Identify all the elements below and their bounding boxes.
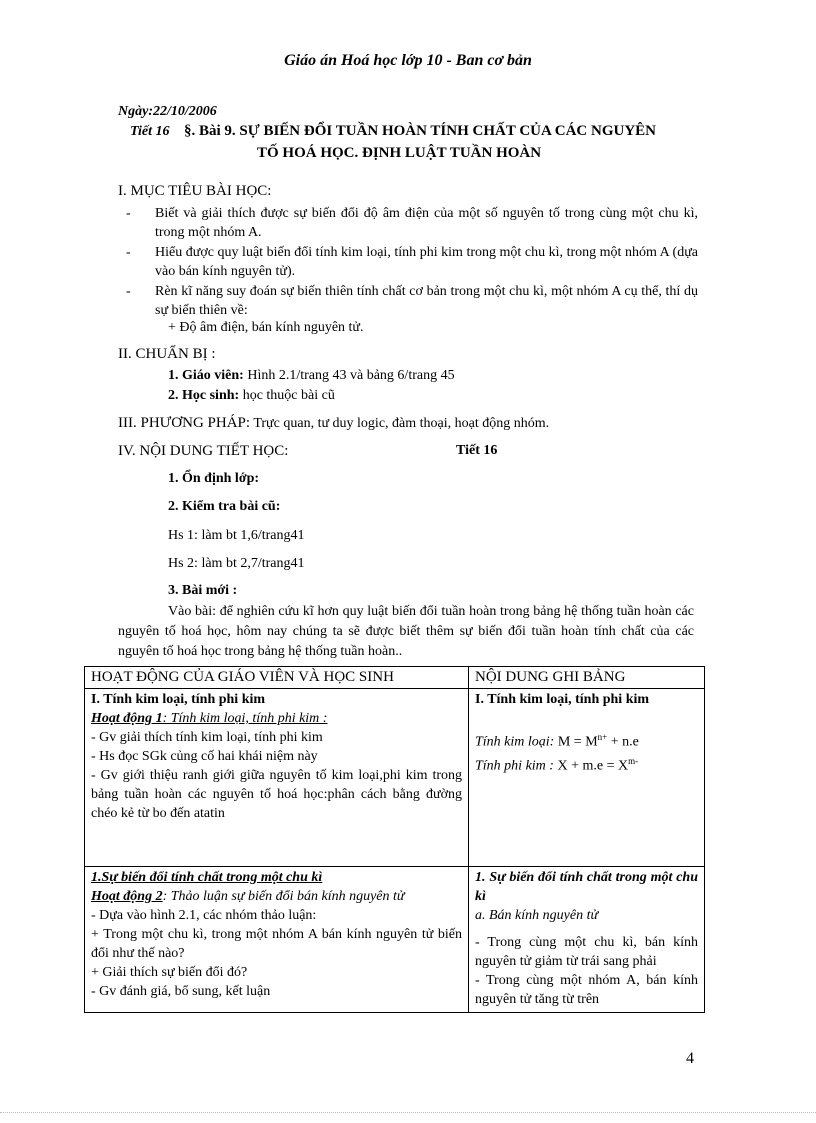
row2-line: + Trong một chu kì, trong một nhóm A bán kính nguyên tử biến đổi như thế nào?	[91, 927, 462, 961]
row1-line: - Gv giải thích tính kim loại, tính phi kim	[91, 730, 323, 745]
row1-right-title: I. Tính kim loại, tính phi kim	[475, 692, 650, 707]
step-new-lesson: 3. Bài mới :	[168, 583, 238, 598]
row1-line: - Hs đọc SGk củng cố hai khái niệm này	[91, 749, 318, 764]
row2-right-subtitle: a. Bán kính nguyên tử	[475, 908, 599, 923]
row1-line: - Gv giới thiệu ranh giới giữa nguyên tố kim loại,phi kim trong bảng tuần hoàn các nguyên tố hoá học:phân cách bằng đường chéo kẻ từ bo đến atatin	[91, 768, 462, 821]
lesson-intro: Vào bài: để nghiên cứu kĩ hơn quy luật biến đổi tuần hoàn trong bảng hệ thống tuần hoàn các nguyên tố hoá học, hôm nay chúng ta sẽ được biết thêm sự biến đổi tuần hoàn tính chất của các nguyên tố hoá học trong bảng hệ thống tuần hoàn..	[118, 604, 694, 659]
row1-left-title: I. Tính kim loại, tính phi kim	[91, 692, 266, 707]
objective-item: - Hiểu được quy luật biến đổi tính kim loại, tính phi kim trong một chu kì, trong một nhóm A (dựa vào bán kính nguyên tử).	[126, 245, 698, 279]
table-cell-board	[469, 689, 705, 867]
step-review: 2. Kiểm tra bài cũ:	[168, 499, 281, 514]
table-cell-board	[469, 867, 705, 1013]
row2-right-title: 1. Sự biến đổi tính chất trong một chu kì	[475, 870, 698, 904]
nonmetal-property-formula: Tính phi kim : $X + m.e = X^{m-}$	[475, 755, 639, 774]
section-objectives-heading: I. MỤC TIÊU BÀI HỌC:	[118, 183, 272, 199]
student-preparation: 2. Học sinh: học thuộc bài cũ	[168, 388, 335, 403]
page-number: 4	[686, 1050, 694, 1067]
activity-1: Hoạt động 1: Tính kim loại, tính phi kim :	[91, 711, 328, 726]
table-header-board-content: NỘI DUNG GHI BẢNG	[469, 667, 705, 689]
teacher-preparation: 1. Giáo viên: Hình 2.1/trang 43 và bảng 6/trang 45	[168, 368, 455, 383]
row2-right-line: - Trong cùng một nhóm A, bán kính nguyên tử tăng từ trên	[475, 973, 698, 1007]
section-preparation-heading: II. CHUẨN BỊ :	[118, 346, 216, 362]
section-method: III. PHƯƠNG PHÁP: Trực quan, tư duy logic, đàm thoại, hoạt động nhóm.	[118, 415, 550, 431]
row2-line: - Dựa vào hình 2.1, các nhóm thảo luận:	[91, 908, 317, 923]
page-footer-divider	[0, 1112, 816, 1113]
row2-right-line: - Trong cùng một chu kì, bán kính nguyên tử giảm từ trái sang phải	[475, 935, 698, 969]
objective-subitem: + Độ âm điện, bán kính nguyên tử.	[168, 320, 364, 335]
metal-property-formula: Tính kim loại: $M = M^{n+} + n.e$	[475, 732, 639, 750]
content-period: Tiết 16	[456, 443, 498, 458]
row2-line: + Giải thích sự biến đổi đó?	[91, 965, 248, 980]
table-row	[85, 867, 469, 1013]
lesson-title-line2: TỐ HOÁ HỌC. ĐỊNH LUẬT TUẦN HOÀN	[257, 145, 542, 161]
objective-item: - Biết và giải thích được sự biến đổi độ âm điện của một số nguyên tố trong cùng một chu kì, trong một nhóm A.	[126, 206, 698, 240]
row2-left-title: 1.Sự biến đổi tính chất trong một chu kì	[91, 870, 323, 885]
document-header: Giáo án Hoá học lớp 10 - Ban cơ bản	[284, 52, 532, 69]
review-student-2: Hs 2: làm bt 2,7/trang41	[168, 556, 305, 571]
table-header-activities: HOẠT ĐỘNG CỦA GIÁO VIÊN VÀ HỌC SINH	[85, 667, 469, 689]
objective-item: - Rèn kĩ năng suy đoán sự biến thiên tính chất cơ bản trong một chu kì, một nhóm A cụ thể, thí dụ sự biến thiên về:	[126, 284, 698, 318]
step-class-stabilize: 1. Ổn định lớp:	[168, 471, 260, 486]
section-content-heading: IV. NỘI DUNG TIẾT HỌC:	[118, 443, 289, 459]
row2-line: - Gv đánh giá, bổ sung, kết luận	[91, 984, 271, 999]
activity-2: Hoạt động 2: Thảo luận sự biến đổi bán kính nguyên tử	[91, 889, 405, 904]
review-student-1: Hs 1: làm bt 1,6/trang41	[168, 528, 305, 543]
table-row	[85, 689, 469, 867]
lesson-date: Ngày:22/10/2006	[118, 104, 217, 119]
lesson-period: Tiết 16	[130, 124, 170, 139]
lesson-table	[84, 666, 705, 1013]
lesson-title-line1: §. Bài 9. SỰ BIẾN ĐỔI TUẦN HOÀN TÍNH CHẤT CỦA CÁC NGUYÊN	[184, 123, 657, 139]
